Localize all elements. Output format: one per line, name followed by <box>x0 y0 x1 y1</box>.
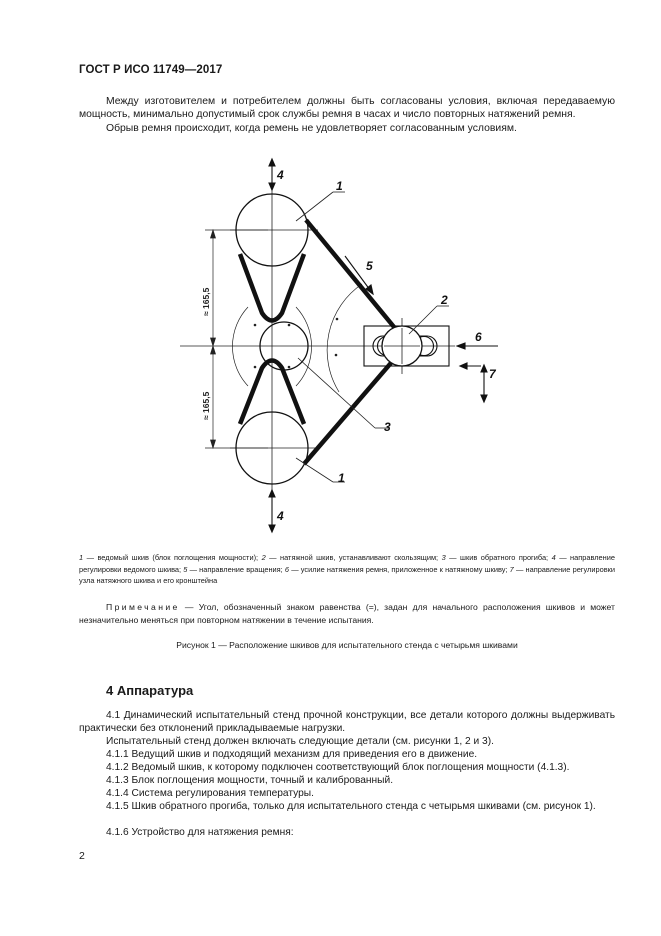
bracket-adjustment-arrows <box>460 363 487 402</box>
legend-text-6: — усилие натяжения ремня, приложенное к натяжному шкиву; <box>289 564 510 574</box>
clause-4-1-3: 4.1.3 Блок поглощения мощности, точный и калиброванный. <box>106 775 394 786</box>
label-1-top: 1 <box>336 179 343 193</box>
legend-num-2: 2 <box>261 553 266 562</box>
note-label: Примечание <box>106 602 180 612</box>
label-2: 2 <box>441 293 448 307</box>
clause-4-1-6: 4.1.6 Устройство для натяжения ремня: <box>106 827 294 838</box>
figure-caption: Рисунок 1 — Расположение шкивов для испытательного стенда с четырьмя шкивами <box>176 640 518 650</box>
label-1-bottom: 1 <box>338 471 345 485</box>
label-4-bottom: 4 <box>277 509 284 523</box>
dimension-label-bottom: ≈ 165,5 <box>201 391 211 420</box>
note-text: — Угол, обозначенный знаком равенства (=), задан для начального расположения шкивов и может незначительно меняться при повторном натяжении в течение испытания. <box>79 602 615 625</box>
legend-text-7: — направление регулировки узла натяжного шкива и его кронштейна <box>79 564 615 586</box>
clause-4-1-parts: Испытательный стенд должен включать следующие детали (см. рисунки 1, 2 и 3). <box>106 736 494 747</box>
clause-4-1-4: 4.1.4 Система регулирования температуры. <box>106 788 314 799</box>
label-4-top: 4 <box>277 168 284 182</box>
page-number: 2 <box>79 850 85 862</box>
angle-arcs <box>232 284 362 392</box>
legend-num-3: 3 <box>441 553 446 562</box>
clause-4-1-5: 4.1.5 Шкив обратного прогиба, только для испытательного стенда с четырьмя шкивами (см. рисунок 1). <box>106 801 596 812</box>
dimension-label-top: ≈ 165,5 <box>201 287 211 316</box>
legend-text-4: — направление регулировки ведомого шкива; <box>79 553 615 574</box>
clause-4-1-1: 4.1.1 Ведущий шкив и подходящий механизм для приведения его в движение. <box>106 749 478 760</box>
intro-paragraph-1: Между изготовителем и потребителем должны быть согласованы условия, включая передаваемую мощность, минимально допустимый срок службы ремня в часах и число повторных натяжений ремня. <box>79 96 615 121</box>
figure-note <box>79 601 615 627</box>
legend-text-3: — шкив обратного прогиба; <box>445 553 552 562</box>
legend-num-1: 1 <box>79 553 84 562</box>
clause-4-1-2: 4.1.2 Ведомый шкив, к которому подключен соответствующий блок поглощения мощности (4.1.3). <box>106 762 570 773</box>
section-heading: 4 Аппаратура <box>106 683 194 698</box>
label-5: 5 <box>366 259 373 273</box>
clause-4-1: 4.1 Динамический испытательный стенд прочной конструкции, все детали которого должны выдерживать практически без отклонений прикладываемые нагрузки. <box>79 710 615 735</box>
label-6: 6 <box>475 330 482 344</box>
label-3: 3 <box>384 420 391 434</box>
label-7: 7 <box>489 367 496 381</box>
figure-legend <box>79 552 615 587</box>
legend-num-5: 5 <box>183 564 188 574</box>
legend-num-4: 4 <box>551 553 556 562</box>
standard-designation: ГОСТ Р ИСО 11749—2017 <box>79 64 223 76</box>
legend-num-6: 6 <box>284 564 290 574</box>
legend-num-7: 7 <box>509 564 514 574</box>
intro-paragraph-2: Обрыв ремня происходит, когда ремень не удовлетворяет согласованным условиям. <box>106 123 517 134</box>
legend-text-2: — натяжной шкив, устанавливают скользящим; <box>265 553 442 562</box>
legend-text-1: — ведомый шкив (блок поглощения мощности); <box>83 553 262 562</box>
legend-text-5: — направление вращения; <box>187 564 285 574</box>
